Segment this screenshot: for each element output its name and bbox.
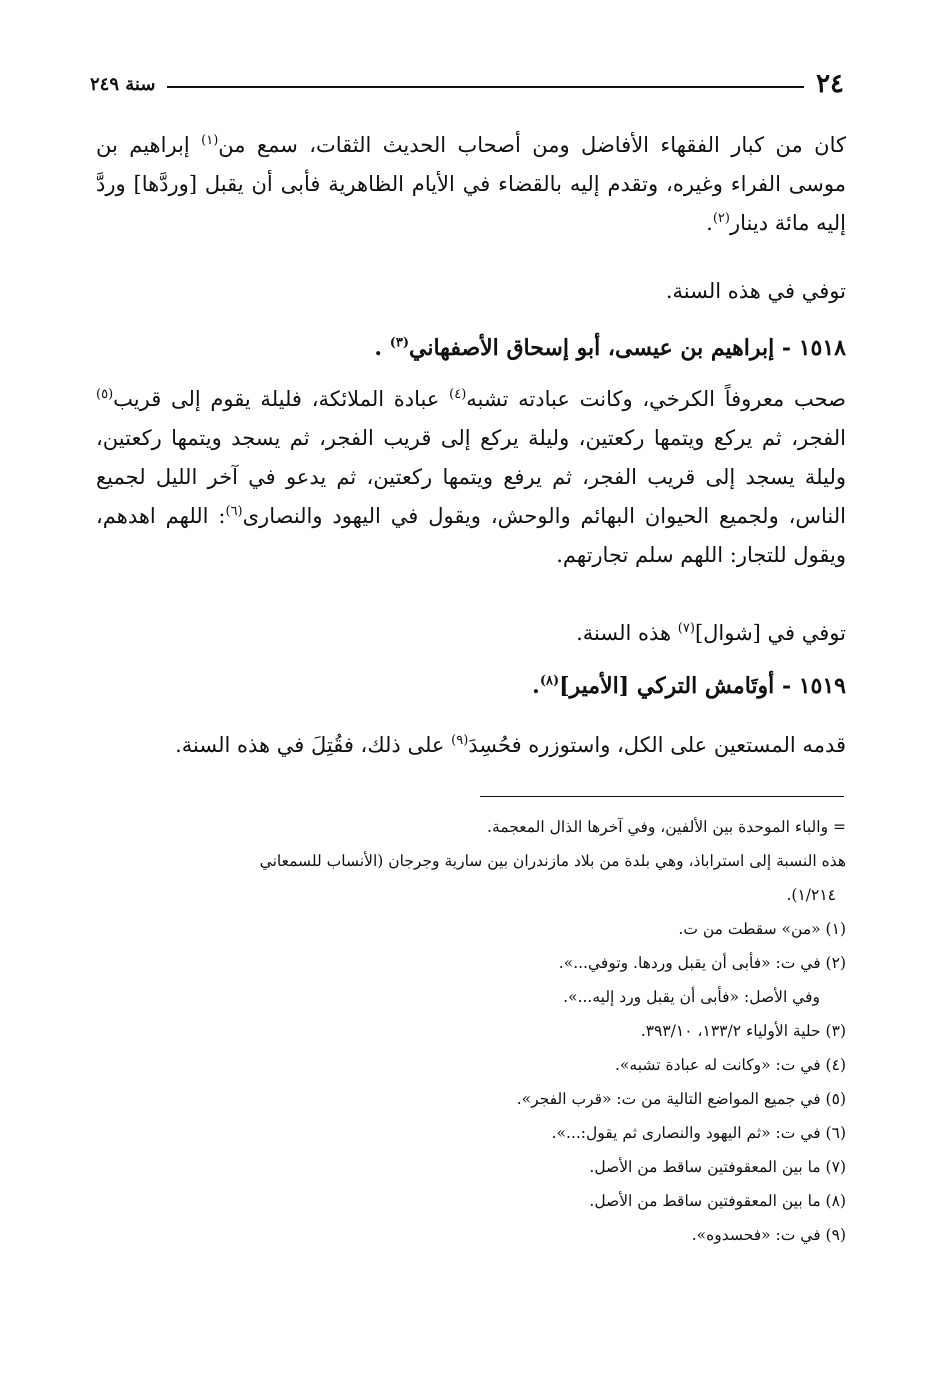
paragraph-text: كان من كبار الفقهاء الأفاضل ومن أصحاب الحديث الثقات، سمع من (218, 133, 846, 157)
running-head: سنة ٢٤٩ (90, 73, 156, 95)
paragraph-text: توفي في [شوال] (694, 621, 846, 645)
entry-title: ١٥١٩ - أوتَامش التركي [الأمير] (559, 673, 846, 699)
entry-heading-1519 (96, 666, 846, 706)
footnote-ref: (٧) (677, 621, 695, 636)
footnote-continuation: هذه النسبة إلى استراباذ، وهي بلدة من بلاد مازندران بين سارية وجرجان (الأنساب للسمعاني (259, 852, 846, 870)
paragraph-biography-continued (96, 126, 846, 243)
footnote-ref: (٤) (449, 387, 467, 402)
page-header (90, 64, 844, 104)
paragraph-text: . (706, 211, 713, 235)
paragraph-biography-1518 (96, 380, 846, 575)
paragraph-text: على ذلك، فقُتِلَ في هذه السنة. (175, 733, 452, 757)
footnote-2: (٢) في ت: «فأبى أن يقبل وردها. وتوفي...». (558, 954, 846, 972)
paragraph-biography-1519 (96, 726, 846, 765)
footnote-1: (١) «من» سقطت من ت. (678, 920, 846, 938)
paragraph-text: : اللهم اهدهم، ويقول للتجار: اللهم سلم تجارتهم. (96, 504, 846, 567)
paragraph-death-note (96, 272, 846, 311)
footnote-7: (٧) ما بين المعقوفتين ساقط من الأصل. (589, 1158, 846, 1176)
footnote-ref: (٢) (712, 211, 730, 226)
footnote-3: (٣) حلية الأولياء ١٣٣/٢، ٣٩٣/١٠. (640, 1022, 846, 1040)
entry-title: ١٥١٨ - إبراهيم بن عيسى، أبو إسحاق الأصفهاني (409, 335, 846, 361)
footnote-ref: (٦) (225, 504, 243, 519)
footnote-5: (٥) في جميع المواضع التالية من ت: «قرب الفجر». (516, 1090, 846, 1108)
footnote-2-alt: وفي الأصل: «فأبى أن يقبل ورد إليه...». (563, 988, 820, 1006)
page-number: ٢٤ (816, 69, 844, 99)
footnote-separator (480, 796, 844, 797)
entry-heading-1518 (96, 328, 846, 368)
paragraph-text: توفي في هذه السنة. (665, 279, 846, 303)
footnote-ref: (٨) (539, 673, 560, 689)
footnote-continuation: ١/٢١٤). (786, 886, 836, 904)
paragraph-text: الفجر، ثم يركع ويتمها ركعتين، وليلة يركع إلى قريب الفجر، ثم يسجد ويتمها ركعتين، وليلة يسجد إلى قريب الفجر، ثم يرفع ويتمها ركعتين، ثم يدعو في آخر الليل لجميع الناس، ولجميع الحيوان البهائم والوحش، ويقول في اليهود والنصارى (96, 426, 847, 528)
footnote-4: (٤) في ت: «وكانت له عبادة تشبه». (615, 1056, 846, 1074)
footnote-ref: (٣) (389, 335, 410, 351)
footnote-6: (٦) في ت: «ثم اليهود والنصارى ثم يقول:...». (551, 1124, 846, 1142)
header-rule (167, 86, 804, 88)
entry-title-tail: . (374, 335, 390, 361)
footnote-ref: (٩) (451, 733, 469, 748)
entry-title-tail: . (532, 673, 540, 699)
paragraph-death-note-1518 (96, 614, 846, 653)
paragraph-text: قدمه المستعين على الكل، واستوزره فحُسِدَ (468, 733, 846, 757)
footnote-ref: (١) (201, 133, 219, 148)
footnote-8: (٨) ما بين المعقوفتين ساقط من الأصل. (589, 1192, 846, 1210)
footnote-9: (٩) في ت: «فحسدوه». (691, 1226, 846, 1244)
footnotes (96, 810, 846, 1252)
footnote-continuation: = والباء الموحدة بين الألفين، وفي آخرها الذال المعجمة. (487, 818, 846, 836)
paragraph-text: هذه السنة. (576, 621, 678, 645)
paragraph-text: إبراهيم بن موسى الفراء وغيره، وتقدم إليه بالقضاء في الأيام الظاهرية فأبى أن يقبل [وردَّها] وردَّ إليه مائة دينار (96, 133, 846, 235)
paragraph-text: صحب معروفاً الكرخي، وكانت عبادته تشبه (466, 387, 846, 411)
footnote-ref: (٥) (96, 387, 114, 402)
paragraph-text: عبادة الملائكة، فليلة يقوم إلى قريب (113, 387, 450, 411)
